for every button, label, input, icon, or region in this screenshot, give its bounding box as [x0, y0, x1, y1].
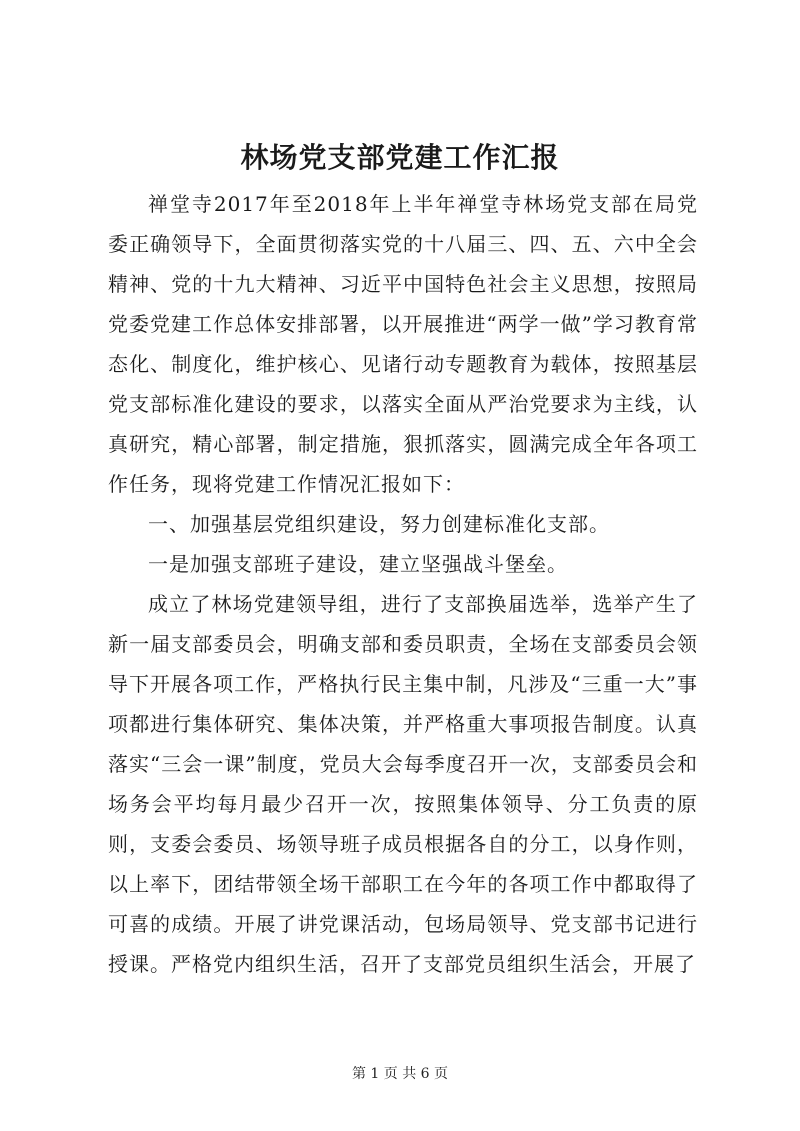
page-footer: 第 1 页 共 6 页	[351, 1066, 449, 1082]
document-body	[108, 184, 698, 984]
section-heading-1: 一、加强基层党组织建设，努力创建标准化支部。	[148, 512, 610, 536]
paragraph-intro: 禅堂寺2017年至2018年上半年禅堂寺林场党支部在局党委正确领导下，全面贯彻落实党的十八届三、四、五、六中全会精神、党的十九大精神、习近平中国特色社会主义思想，按照局党委党建工作总体安排部署，以开展推进“两学一做”学习教育常态化、制度化，维护核心、见诸行动专题教育为载体，按照基层党支部标准化建设的要求，以落实全面从严治党要求为主线，认真研究，精心部署，制定措施，狠抓落实，圆满完成全年各项工作任务，现将党建工作情况汇报如下：	[108, 192, 698, 496]
paragraph-body: 成立了林场党建领导组，进行了支部换届选举，选举产生了新一届支部委员会，明确支部和委员职责，全场在支部委员会领导下开展各项工作，严格执行民主集中制，凡涉及“三重一大”事项都进行集体研究、集体决策，并严格重大事项报告制度。认真落实“三会一课”制度，党员大会每季度召开一次，支部委员会和场务会平均每月最少召开一次，按照集体领导、分工负责的原则，支委会委员、场领导班子成员根据各自的分工，以身作则，以上率下，团结带领全场干部职工在今年的各项工作中都取得了可喜的成绩。开展了讲党课活动，包场局领导、党支部书记进行授课。严格党内组织生活，召开了支部党员组织生活会，开展了	[108, 592, 698, 976]
subsection-heading-1: 一是加强支部班子建设，建立坚强战斗堡垒。	[148, 552, 568, 576]
document-title: 林场党支部党建工作汇报	[240, 141, 560, 174]
